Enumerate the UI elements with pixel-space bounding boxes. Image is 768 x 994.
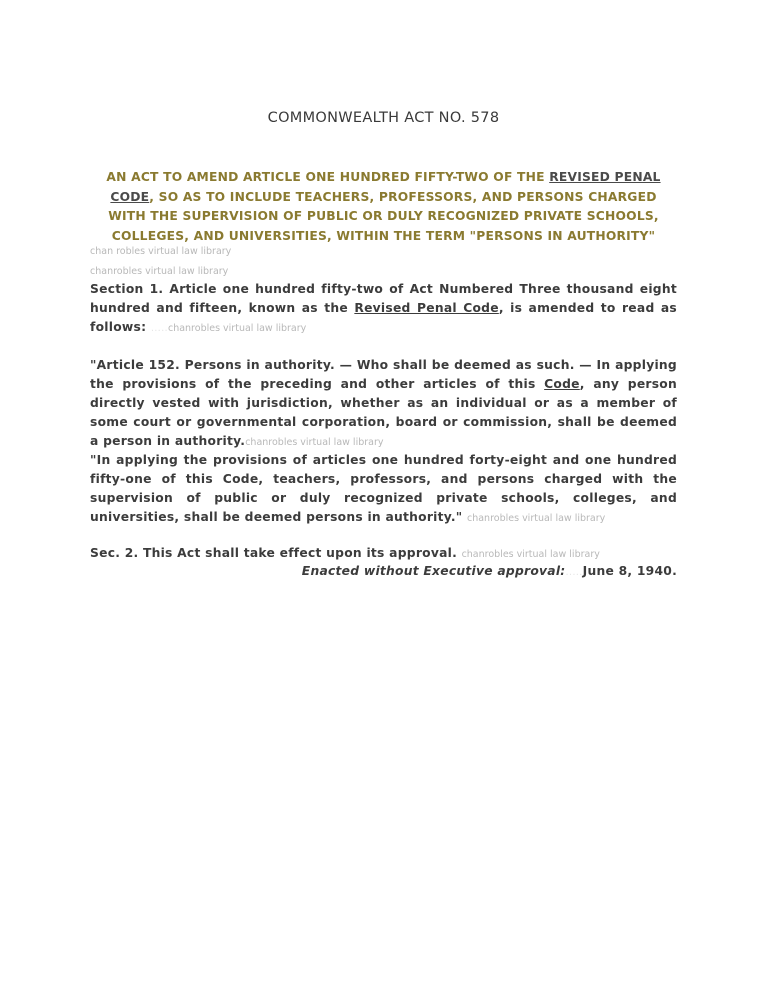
article-152-second-paragraph xyxy=(90,451,677,528)
watermark-5: chanrobles virtual law library xyxy=(466,513,606,524)
enacted-label: Enacted without Executive approval: xyxy=(301,564,566,578)
enactment-line xyxy=(90,562,677,582)
enacted-date: June 8, 1940. xyxy=(582,564,677,578)
enacted-dots: ..... xyxy=(565,567,583,578)
act-subtitle xyxy=(90,168,677,246)
watermark-1: chan robles virtual law library xyxy=(90,246,232,257)
watermark-6: chanrobles virtual law library xyxy=(461,549,600,560)
revised-penal-code-link[interactable]: REVISED PENAL CODE xyxy=(110,170,661,204)
section-1-paragraph xyxy=(90,280,677,338)
watermark-2: chanrobles virtual law library xyxy=(90,266,229,277)
revised-penal-code-link-2[interactable]: Revised Penal Code xyxy=(354,301,499,315)
article-152-paragraph xyxy=(90,356,677,452)
section-1-text-1: Section 1. Article one hundred fifty-two of Act Numbered Three thousand eight hundred and fifteen, known as the xyxy=(90,282,677,315)
code-link[interactable]: Code xyxy=(544,377,580,391)
section-2-paragraph xyxy=(90,544,677,564)
paragraph-2-text: "In applying the provisions of articles one hundred forty-eight and one hundred fifty-one of this Code, teachers, professors, and persons charged with the supervision of public or duly recognized private schools, colleges, and universities, shall be deemed persons in authority." xyxy=(90,453,677,524)
article-152-text-1: "Article 152. Persons in authority. — Who shall be deemed as such. — In applying the provisions of the preceding and other articles of this xyxy=(90,358,677,391)
document-title: COMMONWEALTH ACT NO. 578 xyxy=(267,110,500,126)
section-2-text: Sec. 2. This Act shall take effect upon its approval. xyxy=(90,546,458,560)
watermark-4: chanrobles virtual law library xyxy=(245,437,384,448)
subtitle-text-2: , SO AS TO INCLUDE TEACHERS, PROFESSORS, AND PERSONS CHARGED WITH THE SUPERVISION OF PUBLIC OR DULY RECOGNIZED PRIVATE SCHOOLS, COLLEGES, AND UNIVERSITIES, WITHIN THE TERM "PERSONS IN AUTHORITY" xyxy=(108,189,659,243)
article-152-text-2: , any person directly vested with jurisdiction, whether as an individual or as a member of some court or governmental corporation, board or commission, shall be deemed a person in authority. xyxy=(90,377,677,448)
watermark-3: chanrobles virtual law library xyxy=(167,323,307,334)
subtitle-text-1: AN ACT TO AMEND ARTICLE ONE HUNDRED FIFTY-TWO OF THE xyxy=(106,170,550,184)
section-1-dots: ..... xyxy=(150,323,168,334)
section-1-text-2: , is amended to read as follows: xyxy=(90,301,677,334)
